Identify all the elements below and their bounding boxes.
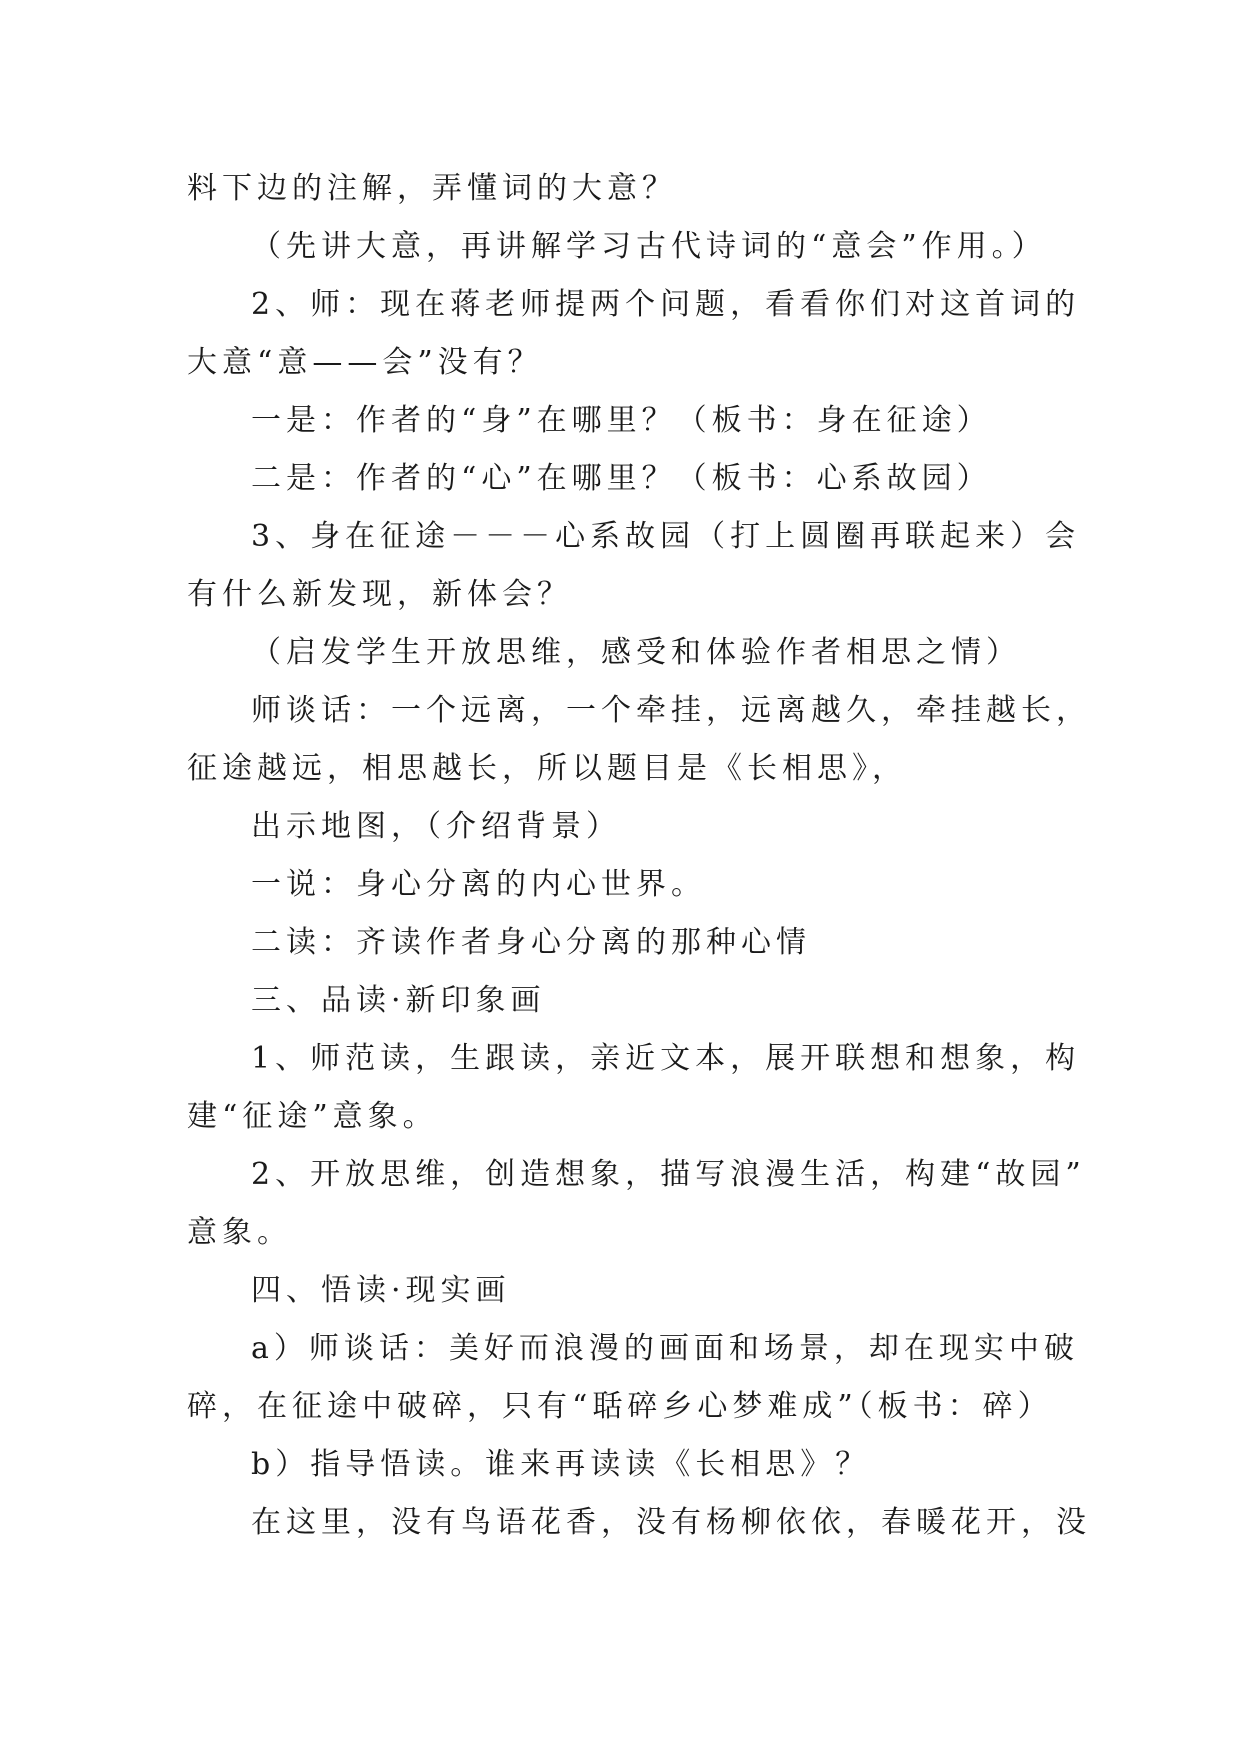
- text-line: 2、师：现在蒋老师提两个问题，看看你们对这首词的: [251, 287, 1081, 322]
- text-line: 出示地图，（介绍背景）: [251, 809, 621, 844]
- text-line: 碎，在征途中破碎，只有“聒碎乡心梦难成”（板书：碎）: [187, 1389, 1053, 1424]
- text-line: 二读：齐读作者身心分离的那种心情: [251, 925, 811, 960]
- text-line: （先讲大意，再讲解学习古代诗词的“意会”作用。）: [251, 229, 1047, 264]
- text-line: 师谈话：一个远离，一个牵挂，远离越久，牵挂越长，: [251, 693, 1091, 728]
- text-line: 在这里，没有鸟语花香，没有杨柳依依，春暖花开，没: [251, 1505, 1091, 1540]
- text-line: 1、师范读，生跟读，亲近文本，展开联想和想象，构: [251, 1041, 1081, 1076]
- text-line: 有什么新发现，新体会？: [187, 577, 572, 612]
- document-body: [187, 160, 1091, 1552]
- text-line: 2、开放思维，创造想象，描写浪漫生活，构建“故园”: [251, 1157, 1086, 1192]
- text-line: （启发学生开放思维，感受和体验作者相思之情）: [251, 635, 1021, 670]
- section-heading: 三、品读·新印象画: [251, 983, 546, 1018]
- text-line: 征途越远，相思越长，所以题目是《长相思》，: [187, 751, 907, 786]
- text-line: 一说：身心分离的内心世界。: [251, 867, 706, 902]
- text-line: 二是：作者的“心”在哪里？（板书：心系故园）: [251, 461, 992, 496]
- text-line: a）师谈话：美好而浪漫的画面和场景，却在现实中破: [251, 1331, 1079, 1366]
- text-line: 料下边的注解，弄懂词的大意？: [187, 171, 677, 206]
- text-line: 大意“意——会”没有？: [187, 345, 543, 380]
- text-line: 一是：作者的“身”在哪里？（板书：身在征途）: [251, 403, 992, 438]
- text-line: 3、身在征途－－－心系故园（打上圆圈再联起来）会: [251, 519, 1081, 554]
- text-line: b）指导悟读。谁来再读读《长相思》？: [251, 1447, 871, 1482]
- section-heading: 四、悟读·现实画: [251, 1273, 511, 1308]
- text-line: 意象。: [187, 1215, 292, 1250]
- text-line: 建“征途”意象。: [187, 1099, 438, 1134]
